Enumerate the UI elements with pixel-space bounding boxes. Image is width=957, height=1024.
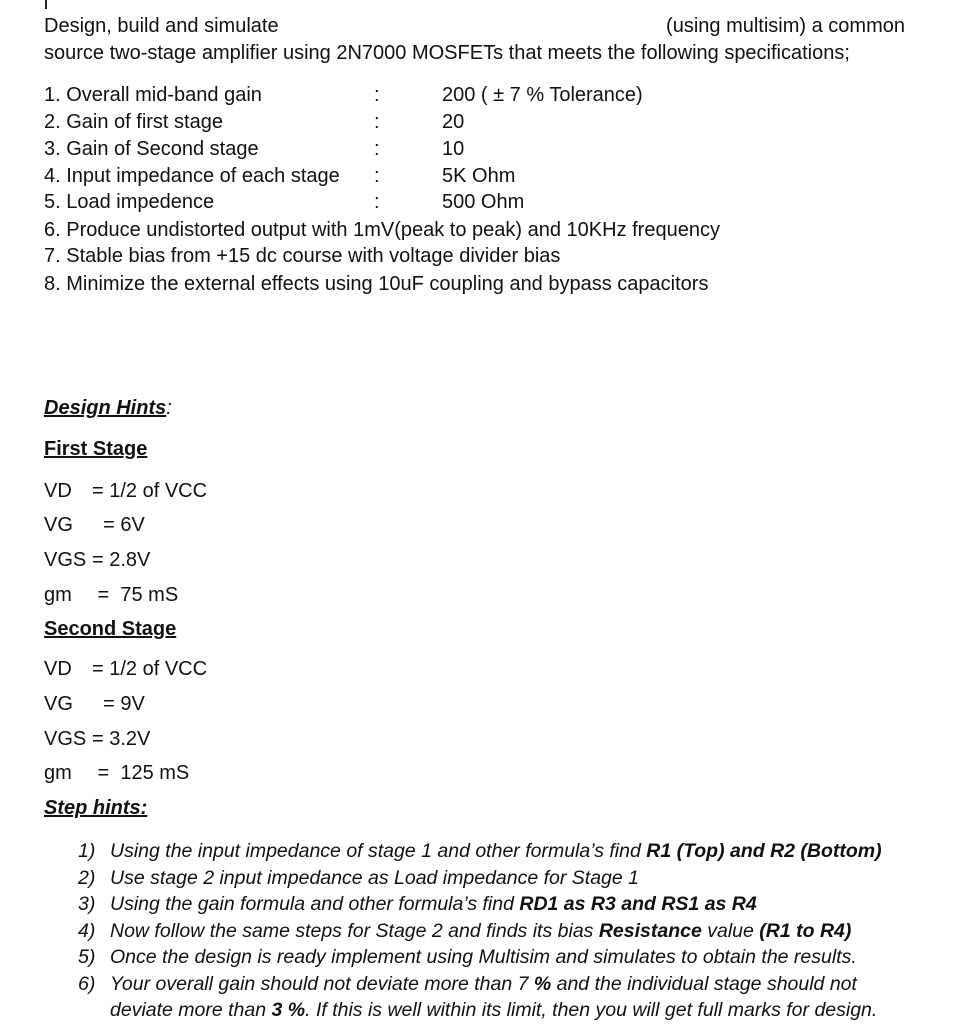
spec-colon: : (374, 165, 380, 187)
spec-label: 2. Gain of first stage (44, 111, 223, 133)
design-hints-heading (44, 396, 172, 420)
step-text-bold: Resistance (598, 919, 702, 942)
step-text-bold: (R1 to R4) (759, 919, 852, 942)
param-value: = 75 mS (92, 584, 179, 606)
step-item-6 (78, 971, 918, 1024)
design-hints-title: Design Hints (44, 397, 167, 419)
second-stage-heading: Second Stage (44, 618, 177, 640)
first-stage-heading: First Stage (44, 438, 148, 460)
param-name: VG (44, 693, 73, 715)
spec-colon: : (374, 84, 380, 106)
spec-label: 3. Gain of Second stage (44, 138, 259, 160)
step-number: 3) (78, 893, 96, 915)
step-text-bold: % (533, 972, 552, 995)
step-text: Use stage 2 input impedance as Load impedance for Stage 1 (110, 866, 640, 889)
step-hints-heading: Step hints: (44, 797, 148, 819)
step-item-5 (78, 944, 918, 971)
param-value: = 125 mS (92, 762, 190, 784)
step-text-bold: RD1 as R3 and RS1 as R4 (519, 893, 757, 915)
step-text: Using the gain formula and other formula’s find (110, 893, 520, 915)
spec-colon: : (374, 111, 380, 133)
second-stage-param-gm (44, 761, 189, 785)
spec-value: 20 (442, 111, 465, 133)
step-text: . If this is well within its limit, then you will get full marks for design. (305, 999, 878, 1021)
spec-value: 200 ( ± 7 % Tolerance) (442, 84, 643, 106)
param-name: VG (44, 514, 73, 536)
step-item-1 (78, 838, 918, 865)
first-stage-param-gm (44, 583, 178, 607)
step-number: 4) (78, 919, 96, 942)
second-stage-param-vgs (44, 727, 150, 751)
spec-colon: : (374, 138, 380, 160)
design-hints-colon: : (166, 397, 172, 419)
first-stage-param-vgs (44, 548, 150, 572)
step-number: 2) (78, 866, 96, 889)
param-value: = 1/2 of VCC (92, 480, 208, 502)
step-text: value (701, 919, 760, 942)
second-stage-param-vd (44, 657, 207, 681)
intro-line-2: source two-stage amplifier using 2N7000 MOSFETs that meets the following specifications; (44, 42, 850, 64)
step-item-2 (78, 865, 918, 892)
text-cursor-mark (45, 0, 47, 9)
param-name: VGS (44, 728, 87, 750)
param-name: gm (44, 762, 72, 784)
intro-line-1-right: (using multisim) a common (666, 15, 905, 37)
first-stage-param-vd (44, 479, 207, 503)
step-text: Your overall gain should not deviate more than 7 (110, 972, 534, 995)
first-stage-param-vg (44, 513, 145, 537)
spec-label: 6. Produce undistorted output with 1mV(peak to peak) and 10KHz frequency (44, 219, 720, 241)
step-text-bold: R1 (Top) and R2 (Bottom) (646, 840, 882, 862)
param-value: = 2.8V (92, 549, 151, 571)
step-text-bold: 3 % (271, 999, 306, 1021)
param-value: = 1/2 of VCC (92, 658, 208, 680)
param-name: gm (44, 584, 72, 606)
intro-line-1-left: Design, build and simulate (44, 15, 279, 37)
spec-label: 1. Overall mid-band gain (44, 84, 262, 106)
spec-label: 4. Input impedance of each stage (44, 165, 340, 187)
spec-label: 8. Minimize the external effects using 10uF coupling and bypass capacitors (44, 273, 709, 295)
param-value: = 9V (92, 693, 145, 715)
step-number: 1) (78, 840, 96, 862)
step-text: Once the design is ready implement using Multisim and simulates to obtain the results. (110, 946, 857, 968)
step-item-4 (78, 918, 918, 945)
param-name: VGS (44, 549, 87, 571)
param-name: VD (44, 658, 72, 680)
spec-value: 10 (442, 138, 465, 160)
step-text: and the individual stage should not deviate more than (110, 972, 857, 1021)
spec-value: 500 Ohm (442, 191, 525, 213)
step-text: Using the input impedance of stage 1 and other formula’s find (110, 840, 647, 862)
param-name: VD (44, 480, 72, 502)
step-text: Now follow the same steps for Stage 2 and finds its bias (110, 919, 599, 942)
param-value: = 6V (92, 514, 145, 536)
spec-label: 7. Stable bias from +15 dc course with voltage divider bias (44, 245, 561, 267)
step-hints-list (78, 838, 918, 1024)
param-value: = 3.2V (92, 728, 151, 750)
step-number: 6) (78, 972, 96, 995)
spec-label: 5. Load impedence (44, 191, 215, 213)
second-stage-param-vg (44, 692, 145, 716)
spec-colon: : (374, 191, 380, 213)
step-number: 5) (78, 946, 96, 968)
spec-value: 5K Ohm (442, 165, 516, 187)
step-item-3 (78, 891, 918, 918)
